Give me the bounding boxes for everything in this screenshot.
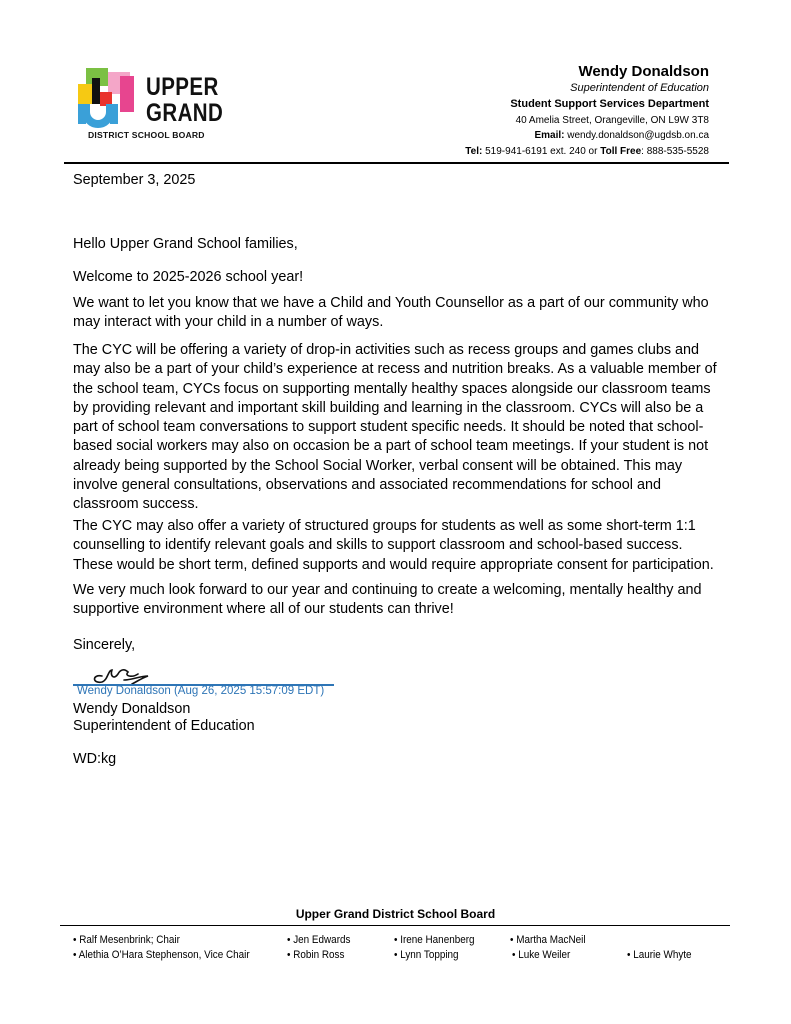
signer-title: Superintendent of Education (73, 718, 255, 734)
sender-department: Student Support Services Department (510, 98, 709, 110)
trustee-item: • Irene Hanenberg (394, 934, 475, 946)
trustee-item: • Jen Edwards (287, 934, 351, 946)
trustee-item: • Luke Weiler (512, 949, 571, 961)
footer-divider (60, 925, 730, 926)
paragraph-groups: The CYC may also offer a variety of structured groups for students as well as some short-term 1:1 counselling to identify relevant goals and skills to support classroom and school-based success. These would be short term, defined supports and would require appropriate consent for participation. (73, 518, 714, 573)
letter-date: September 3, 2025 (73, 172, 196, 188)
paragraph-intro: We want to let you know that we have a Child and Youth Counsellor as a part of our community who may interact with your child in a number of ways. (73, 295, 709, 331)
sender-name: Wendy Donaldson (578, 63, 709, 80)
logo-mark-icon (74, 62, 154, 140)
handwritten-signature-icon (88, 662, 158, 686)
tollfree-value: : 888-535-5528 (641, 146, 709, 157)
sender-email (534, 130, 709, 141)
closing-salutation: Sincerely, (73, 637, 136, 653)
paragraph-activities: The CYC will be offering a variety of drop-in activities such as recess groups and games clubs and may also be a part of your child’s experience at recess and nutrition breaks. As a valuable member of the school team, CYCs focus on supporting mentally healthy spaces alongside our classroom teams by providing relevant and important skill building and learning in the classroom. CYCs will also be a part of school team conversations to support student specific needs. It should be noted that school-based social workers may also on occasion be a part of school team meetings. If your student is not already being supported by the School Social Worker, verbal consent will be obtained. This may involve general consultations, observations and associated recommendations for school and classroom success. (73, 342, 717, 513)
typist-initials: WD:kg (73, 751, 117, 767)
trustee-item: • Alethia O’Hara Stephenson, Vice Chair (73, 949, 250, 961)
paragraph-closing: We very much look forward to our year and continuing to create a welcoming, mentally healthy and supportive environment where all of our students can thrive! (73, 582, 702, 618)
sender-phone (465, 146, 709, 157)
header-divider (64, 162, 729, 164)
letter-greeting: Hello Upper Grand School families, (73, 236, 298, 252)
tollfree-label: Toll Free (600, 146, 642, 157)
logo-upper-text: UPPER (146, 73, 219, 101)
trustee-item: • Martha MacNeil (510, 934, 586, 946)
trustee-item: • Ralf Mesenbrink; Chair (73, 934, 180, 946)
sender-title: Superintendent of Education (570, 82, 709, 94)
paragraph-welcome: Welcome to 2025-2026 school year! (73, 269, 304, 285)
trustee-item: • Robin Ross (287, 949, 345, 961)
logo-board-text: DISTRICT SCHOOL BOARD (88, 130, 205, 140)
email-value[interactable]: wendy.donaldson@ugdsb.on.ca (567, 130, 709, 141)
logo-grand-text: GRAND (146, 99, 224, 127)
footer-board-name: Upper Grand District School Board (295, 907, 496, 921)
tel-label: Tel: (465, 146, 483, 157)
signer-name: Wendy Donaldson (73, 701, 191, 717)
board-logo (64, 54, 224, 152)
trustee-item: • Laurie Whyte (627, 949, 692, 961)
email-label: Email: (534, 130, 565, 141)
tel-value: 519-941-6191 ext. 240 or (485, 146, 598, 157)
sender-address: 40 Amelia Street, Orangeville, ON L9W 3T8 (515, 115, 709, 126)
signature-timestamp: Wendy Donaldson (Aug 26, 2025 15:57:09 EDT) (77, 685, 325, 697)
trustee-item: • Lynn Topping (394, 949, 459, 961)
